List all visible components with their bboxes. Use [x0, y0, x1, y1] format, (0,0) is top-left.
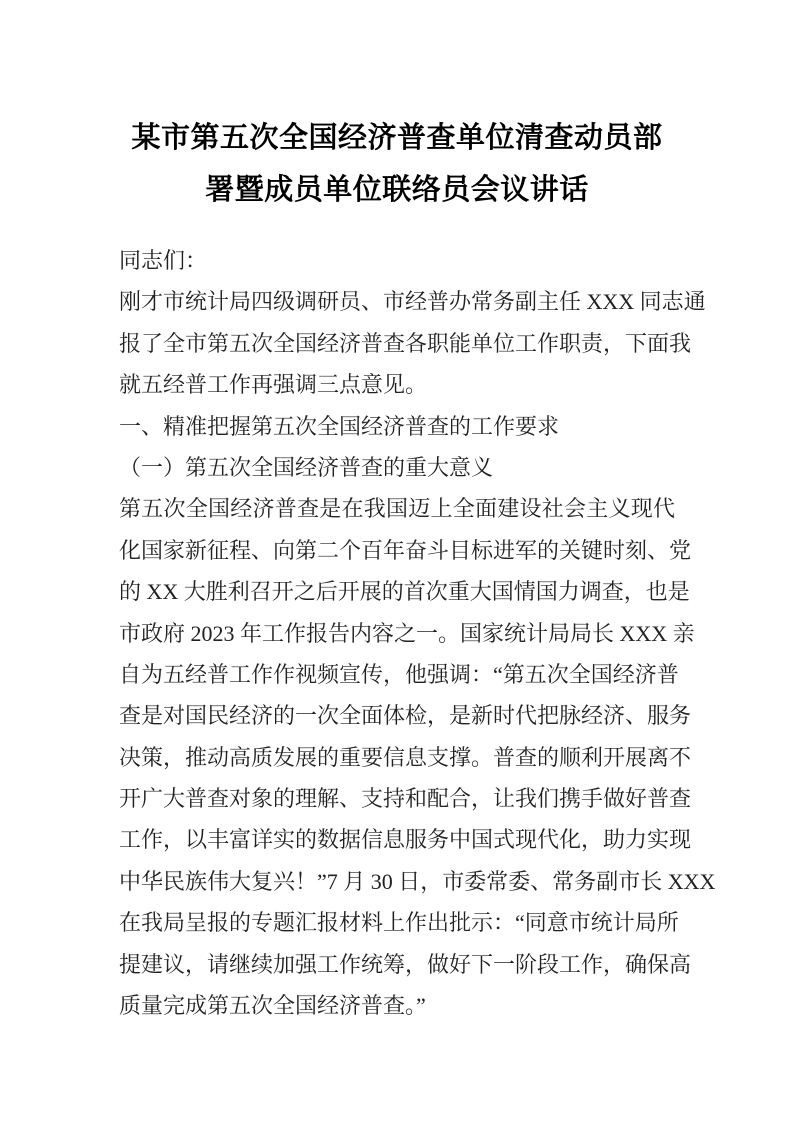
document-title-line-2: 署暨成员单位联络员会议讲话 — [205, 174, 589, 206]
body-text-line: 工作，以丰富详实的数据信息服务中国式现代化，助力实现 — [119, 827, 692, 853]
body-text-line: 同志们： — [119, 248, 208, 273]
body-text-line: 开广大普查对象的理解、支持和配合，让我们携手做好普查 — [119, 786, 692, 812]
body-text-line: 报了全市第五次全国经济普查各职能单位工作职责，下面我 — [119, 330, 692, 356]
document-title-line-1: 某市第五次全国经济普查单位清查动员部 — [131, 122, 663, 154]
body-text-line: 质量完成第五次全国经济普查。” — [119, 993, 426, 1019]
body-text-line: 决策，推动高质发展的重要信息支撑。普查的顺利开展离不 — [119, 744, 692, 770]
document-body — [119, 240, 716, 1026]
body-text-line: 提建议，请继续加强工作统筹，做好下一阶段工作，确保高 — [119, 951, 692, 977]
body-text-line: 就五经普工作再强调三点意见。 — [119, 372, 428, 398]
body-text-line: 第五次全国经济普查是在我国迈上全面建设社会主义现代 — [119, 496, 675, 522]
body-text-line: 刚才市统计局四级调研员、市经普办常务副主任 XXX 同志通 — [119, 289, 706, 315]
body-text-line: 的 XX 大胜利召开之后开展的首次重大国情国力调查，也是 — [119, 579, 690, 605]
body-text-line: 一、精准把握第五次全国经济普查的工作要求 — [119, 413, 560, 439]
body-text-line: 自为五经普工作作视频宣传，他强调：“第五次全国经济普 — [119, 661, 679, 687]
body-text-line: （一）第五次全国经济普查的重大意义 — [119, 454, 494, 480]
body-text-line: 化国家新征程、向第二个百年奋斗目标进军的关键时刻、党 — [119, 537, 692, 563]
body-text-line: 在我局呈报的专题汇报材料上作出批示：“同意市统计局所 — [119, 910, 679, 936]
body-text-line: 中华民族伟大复兴！”7 月 30 日，市委常委、常务副市长 XXX — [119, 868, 716, 894]
body-text-line: 查是对国民经济的一次全面体检，是新时代把脉经济、服务 — [119, 703, 692, 729]
body-text-line: 市政府 2023 年工作报告内容之一。国家统计局局长 XXX 亲 — [119, 620, 695, 646]
document-title — [119, 112, 675, 216]
